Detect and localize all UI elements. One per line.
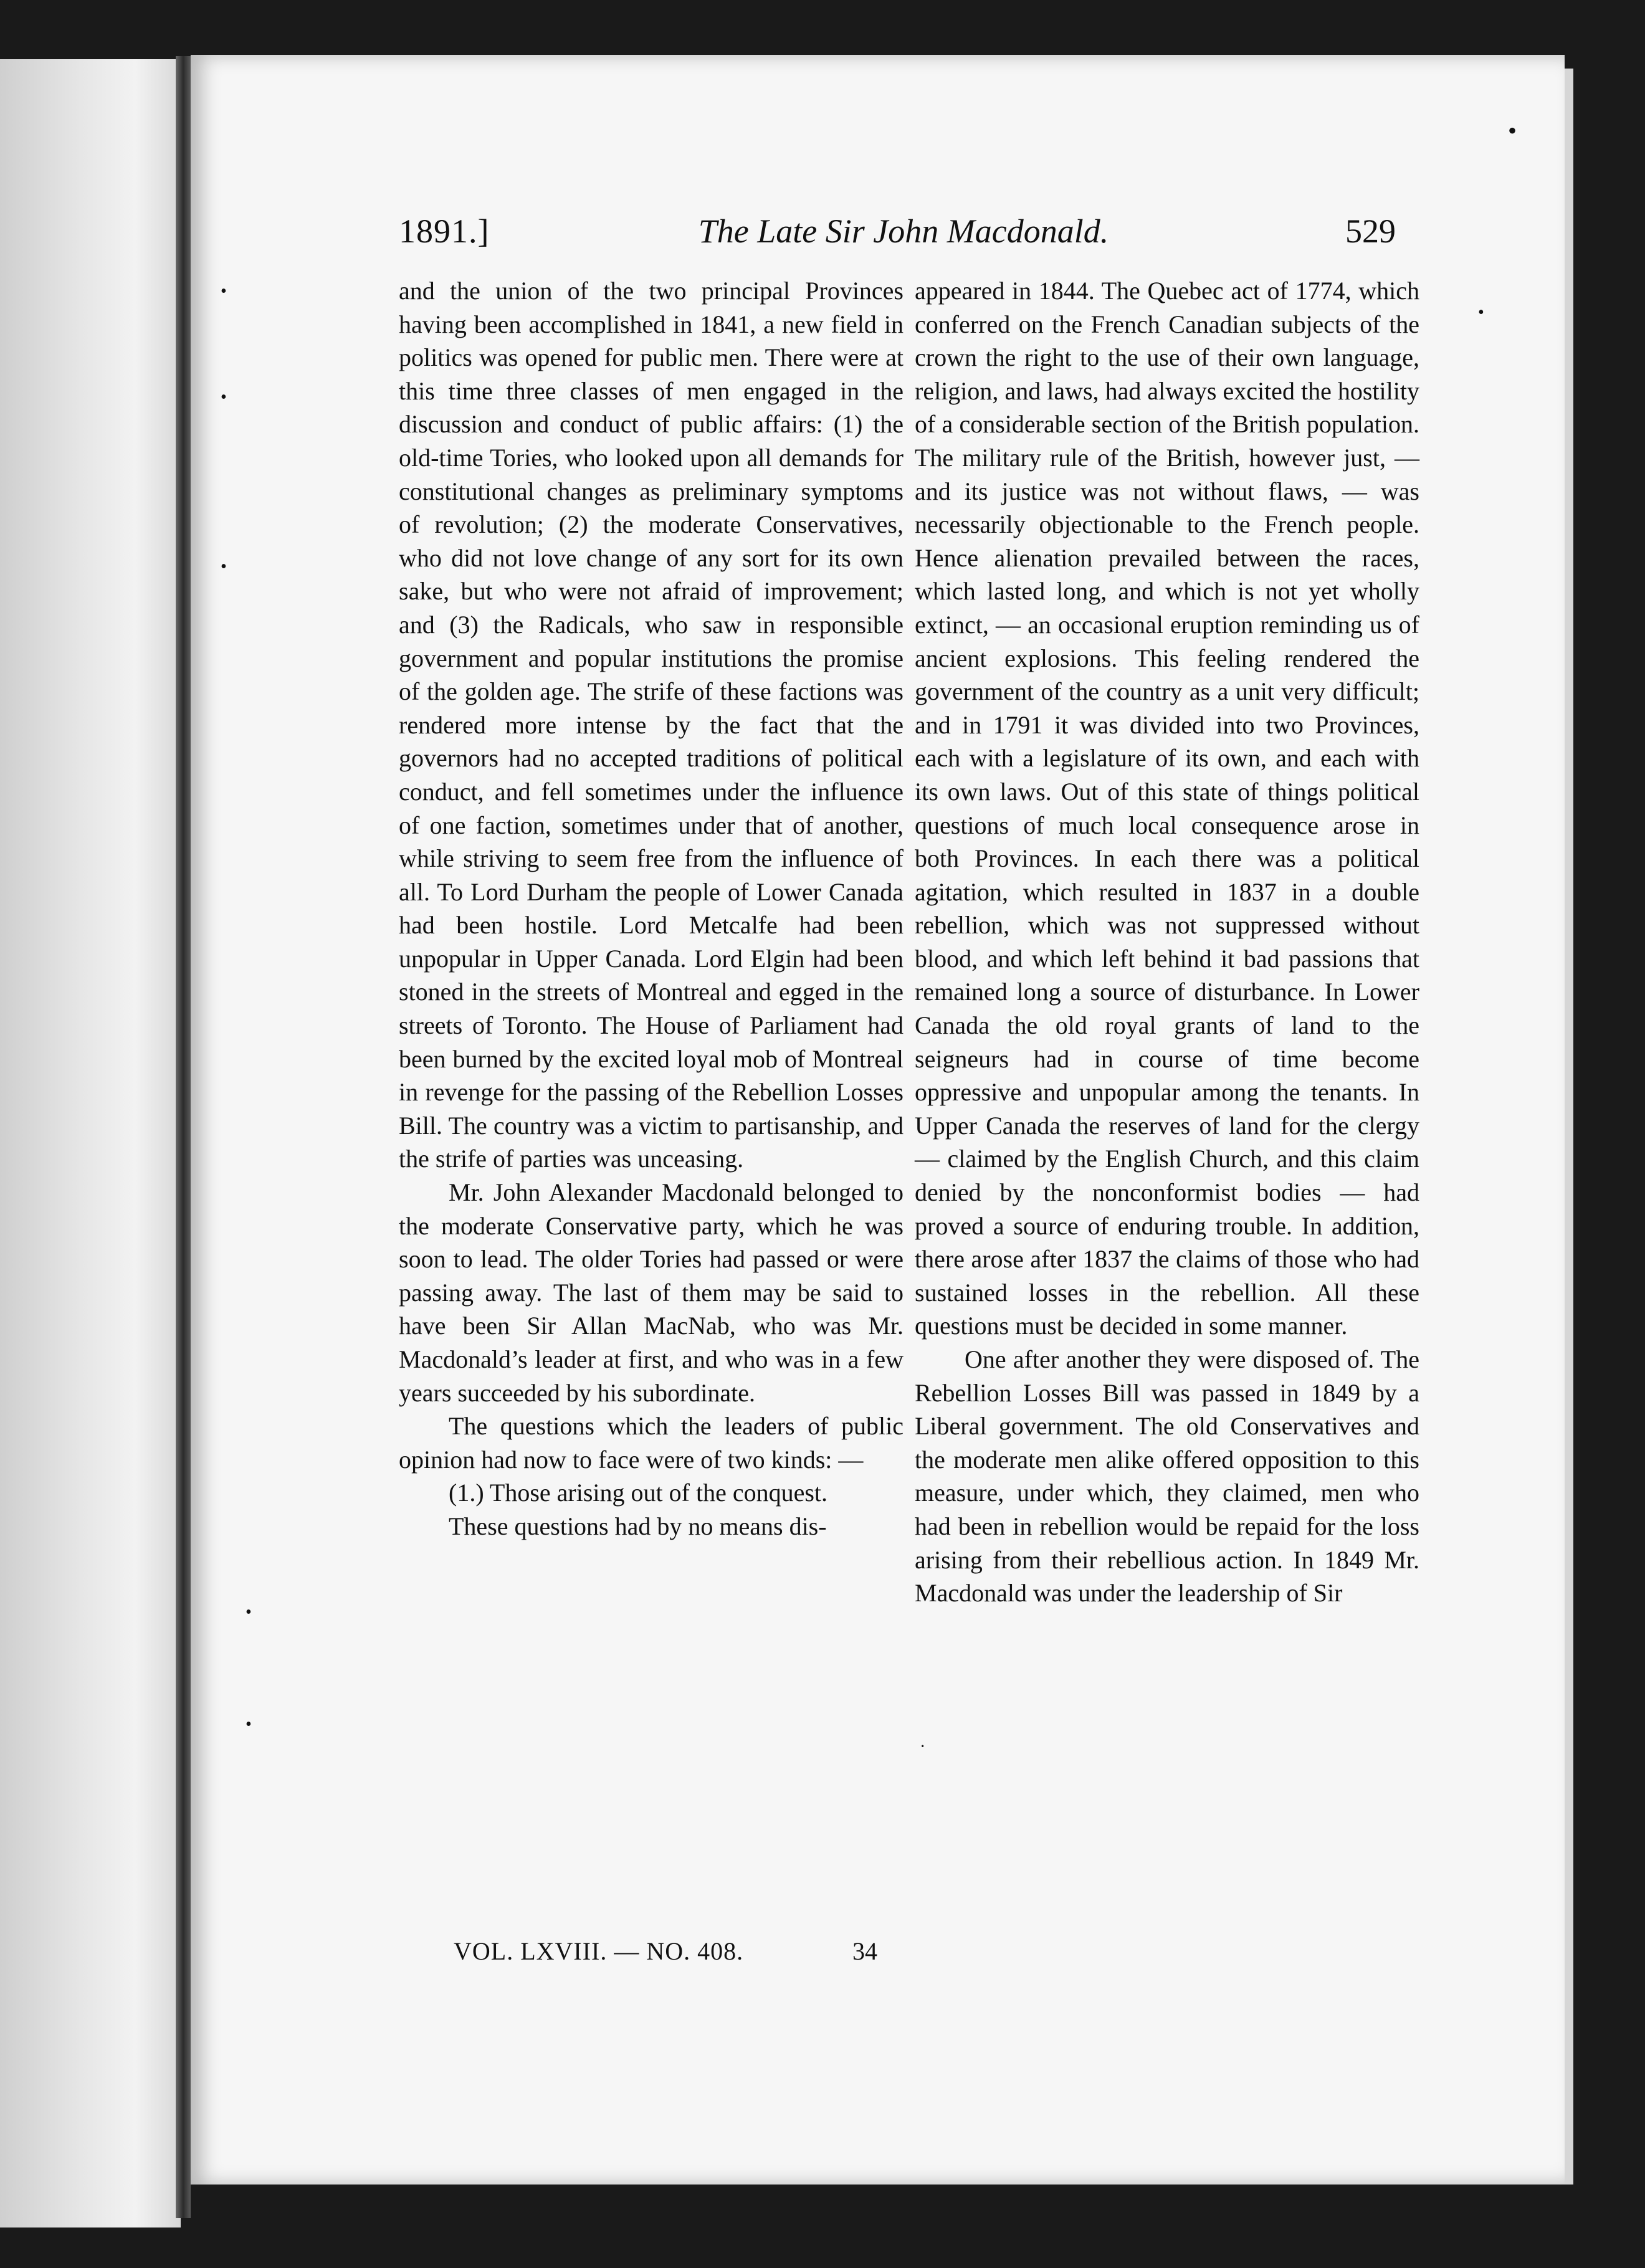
left-paragraph-1: and the union of the two principal Provinces having been accomplished in 1841, a new field in politics was opened for public men. There were at this time three classes of men engaged in the discussion and conduct of public affairs: (1) the old-time Tories, who looked upon all demands for constitutional changes as preliminary symptoms of revolution; (2) the moderate Conservatives, who did not love change of any sort for its own sake, but who were not afraid of improvement; and (3) the Radicals, who saw in responsible government and popular institutions the promise of the golden age. The strife of these factions was rendered more intense by the fact that the governors had no accepted traditions of political conduct, and fell sometimes under the influence of one faction, sometimes under that of another, while striving to seem free from the influence of all. To Lord Durham the people of Lower Canada had been hostile. Lord Metcalfe had been unpopular in Upper Canada. Lord Elgin had been stoned in the streets of Montreal and egged in the streets of Toronto. The House of Parliament had been burned by the excited loyal mob of Montreal in revenge for the passing of the Rebellion Losses Bill. The country was a victim to partisanship, and the strife of parties was unceasing. — [399, 277, 904, 1173]
footer-signature: 34 — [852, 1937, 877, 1965]
page-number: 529 — [1345, 212, 1396, 250]
header-year: 1891.] — [399, 212, 490, 250]
margin-speck: · — [920, 1737, 926, 1756]
footer-volume: VOL. LXVIII. — NO. 408. — [454, 1937, 744, 1965]
header-title: The Late Sir John Macdonald. — [698, 212, 1109, 250]
book-gutter — [176, 56, 191, 2218]
margin-speck: • — [246, 1715, 252, 1734]
right-column — [915, 274, 1419, 1610]
running-header — [399, 212, 1396, 262]
page-edge-shadow — [1565, 69, 1573, 2185]
facing-page-edge — [0, 59, 181, 2228]
margin-speck: • — [221, 557, 227, 576]
left-paragraph-3: The questions which the leaders of public opinion had now to face were of two kinds: — — [399, 1412, 904, 1474]
margin-speck: • — [221, 282, 227, 301]
left-column — [399, 274, 904, 1543]
right-paragraph-2: One after another they were disposed of. The Rebellion Losses Bill was passed in 1849 by a Liberal government. The old Conservatives and the moderate men alike offered opposition to this measure, under which, they claimed, men who had been in rebellion would be repaid for the loss arising from their rebellious action. In 1849 Mr. Macdonald was under the leadership of Sir — [915, 1345, 1419, 1608]
page-footer — [454, 1937, 902, 1974]
right-paragraph-1: appeared in 1844. The Quebec act of 1774, which conferred on the French Canadian subjects of the crown the right to the use of their own language, religion, and laws, had always excited the hostility of a considerable section of the British population. The military rule of the British, however just, — and its justice was not without flaws, — was necessarily objectionable to the French people. Hence alienation prevailed between the races, which lasted long, and which is not yet wholly extinct, — an occasional eruption reminding us of ancient explosions. This feeling rendered the government of the country as a unit very difficult; and in 1791 it was divided into two Provinces, each with a legislature of its own, and each with its own laws. Out of this state of things political questions of much local consequence arose in both Provinces. In each there was a political agitation, which resulted in 1837 in a double rebellion, which was not suppressed without blood, and which left behind it bad passions that remained long a source of disturbance. In Lower Canada the old royal grants of land to the seigneurs had in course of time become oppressive and unpopular among the tenants. In Upper Canada the reserves of land for the clergy — claimed by the English Church, and this claim denied by the nonconformist bodies — had proved a source of enduring trouble. In addition, there arose after 1837 the claims of those who had sustained losses in the rebellion. All these questions must be decided in some manner. — [915, 277, 1419, 1340]
corner-speck: • — [1508, 117, 1517, 145]
margin-speck: • — [246, 1603, 252, 1622]
left-paragraph-2: Mr. John Alexander Macdonald belonged to the moderate Conservative party, which he was soon to lead. The older Tories had passed or were passing away. The last of them may be said to have been Sir Allan MacNab, who was Mr. Macdonald’s leader at first, and who was in a few years succeeded by his subordinate. — [399, 1178, 904, 1407]
left-paragraph-4: (1.) Those arising out of the conquest. — [449, 1479, 828, 1507]
margin-speck: • — [221, 388, 227, 407]
left-paragraph-5: These questions had by no means dis- — [449, 1512, 827, 1540]
margin-speck: • — [1478, 303, 1484, 322]
